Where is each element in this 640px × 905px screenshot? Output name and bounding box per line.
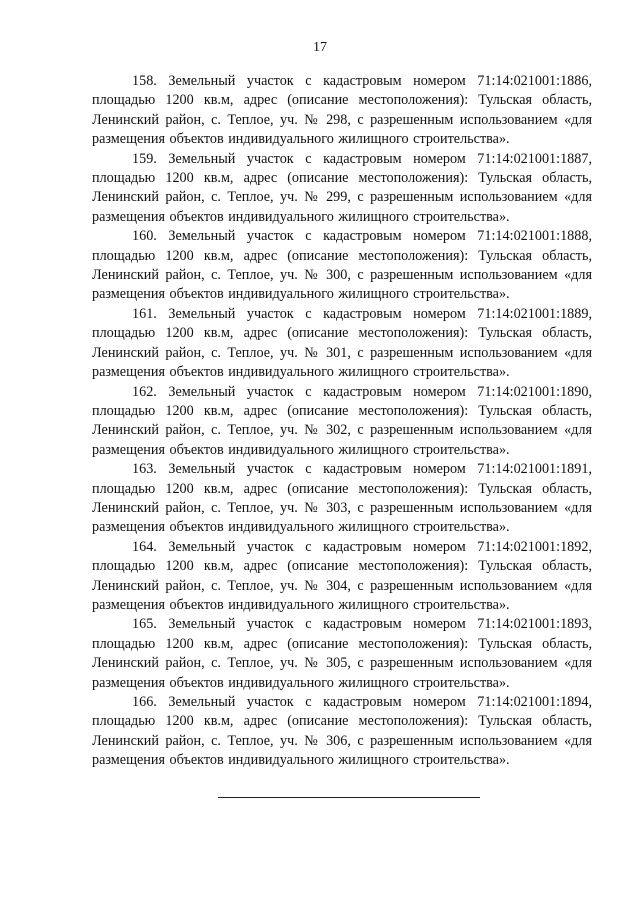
- land-plot-paragraph: 165. Земельный участок с кадастровым номером 71:14:021001:1893, площадью 1200 кв.м, адрес (описание местоположения): Тульская область, Ленинский район, с. Теплое, уч. № 305, с разрешенным использованием «для размещения объектов индивидуального жилищного строительства».: [92, 616, 592, 691]
- land-plot-paragraph: 164. Земельный участок с кадастровым номером 71:14:021001:1892, площадью 1200 кв.м, адрес (описание местоположения): Тульская область, Ленинский район, с. Теплое, уч. № 304, с разрешенным использованием «для размещения объектов индивидуального жилищного строительства».: [92, 538, 592, 613]
- land-plot-paragraph: 158. Земельный участок с кадастровым номером 71:14:021001:1886, площадью 1200 кв.м, адрес (описание местоположения): Тульская область, Ленинский район, с. Теплое, уч. № 298, с разрешенным использованием «для размещения объектов индивидуального жилищного строительства».: [92, 73, 592, 148]
- land-plot-paragraph: 162. Земельный участок с кадастровым номером 71:14:021001:1890, площадью 1200 кв.м, адрес (описание местоположения): Тульская область, Ленинский район, с. Теплое, уч. № 302, с разрешенным использованием «для размещения объектов индивидуального жилищного строительства».: [92, 383, 592, 458]
- land-plot-paragraph: 160. Земельный участок с кадастровым номером 71:14:021001:1888, площадью 1200 кв.м, адрес (описание местоположения): Тульская область, Ленинский район, с. Теплое, уч. № 300, с разрешенным использованием «для размещения объектов индивидуального жилищного строительства».: [92, 228, 592, 303]
- land-plot-paragraph: 166. Земельный участок с кадастровым номером 71:14:021001:1894, площадью 1200 кв.м, адрес (описание местоположения): Тульская область, Ленинский район, с. Теплое, уч. № 306, с разрешенным использованием «для размещения объектов индивидуального жилищного строительства».: [92, 694, 592, 769]
- land-plot-paragraph: 159. Земельный участок с кадастровым номером 71:14:021001:1887, площадью 1200 кв.м, адрес (описание местоположения): Тульская область, Ленинский район, с. Теплое, уч. № 299, с разрешенным использованием «для размещения объектов индивидуального жилищного строительства».: [92, 150, 592, 225]
- land-plot-paragraph: 161. Земельный участок с кадастровым номером 71:14:021001:1889, площадью 1200 кв.м, адрес (описание местоположения): Тульская область, Ленинский район, с. Теплое, уч. № 301, с разрешенным использованием «для размещения объектов индивидуального жилищного строительства».: [92, 305, 592, 381]
- end-separator-line: [218, 797, 480, 798]
- page-number: 17: [313, 40, 327, 55]
- land-plot-paragraph: 163. Земельный участок с кадастровым номером 71:14:021001:1891, площадью 1200 кв.м, адрес (описание местоположения): Тульская область, Ленинский район, с. Теплое, уч. № 303, с разрешенным использованием «для размещения объектов индивидуального жилищного строительства».: [92, 461, 592, 536]
- land-plot-list: [92, 72, 592, 771]
